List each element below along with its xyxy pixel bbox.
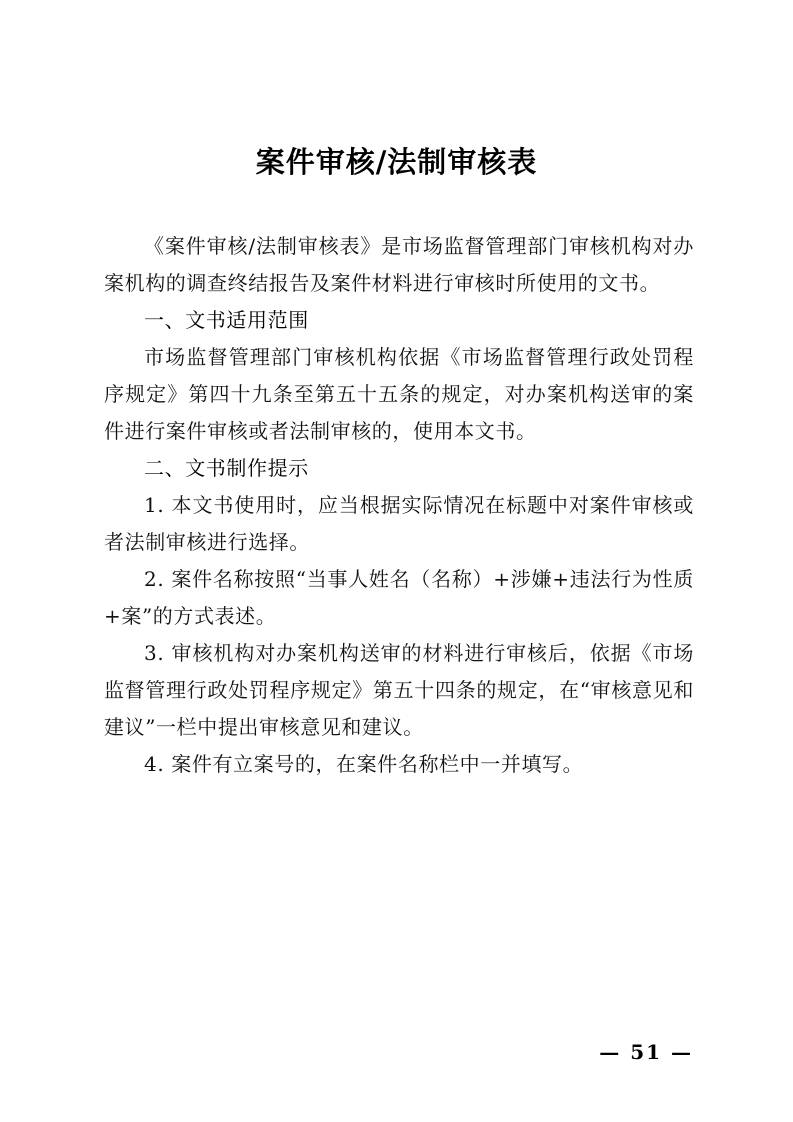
page-number: — 51 — bbox=[599, 1040, 693, 1064]
tip-item-2: 2. 案件名称按照“当事人姓名（名称）+涉嫌+违法行为性质+案”的方式表述。 bbox=[104, 567, 694, 628]
tip-item-3: 3. 审核机构对办案机构送审的材料进行审核后，依据《市场监督管理行政处罚程序规定》第五十四条的规定，在“审核意见和建议”一栏中提出审核意见和建议。 bbox=[104, 641, 694, 739]
document-body bbox=[104, 228, 694, 783]
tip-item-1: 1. 本文书使用时，应当根据实际情况在标题中对案件审核或者法制审核进行选择。 bbox=[104, 493, 694, 554]
section-heading-scope: 一、文书适用范围 bbox=[144, 308, 309, 332]
tip-item-4: 4. 案件有立案号的，在案件名称栏中一并填写。 bbox=[144, 752, 584, 776]
document-title: 案件审核/法制审核表 bbox=[255, 145, 538, 179]
intro-paragraph: 《案件审核/法制审核表》是市场监督管理部门审核机构对办案机构的调查终结报告及案件材料进行审核时所使用的文书。 bbox=[104, 234, 694, 295]
scope-paragraph: 市场监督管理部门审核机构依据《市场监督管理行政处罚程序规定》第四十九条至第五十五条的规定，对办案机构送审的案件进行案件审核或者法制审核的，使用本文书。 bbox=[104, 345, 694, 443]
section-heading-tips: 二、文书制作提示 bbox=[144, 456, 309, 480]
